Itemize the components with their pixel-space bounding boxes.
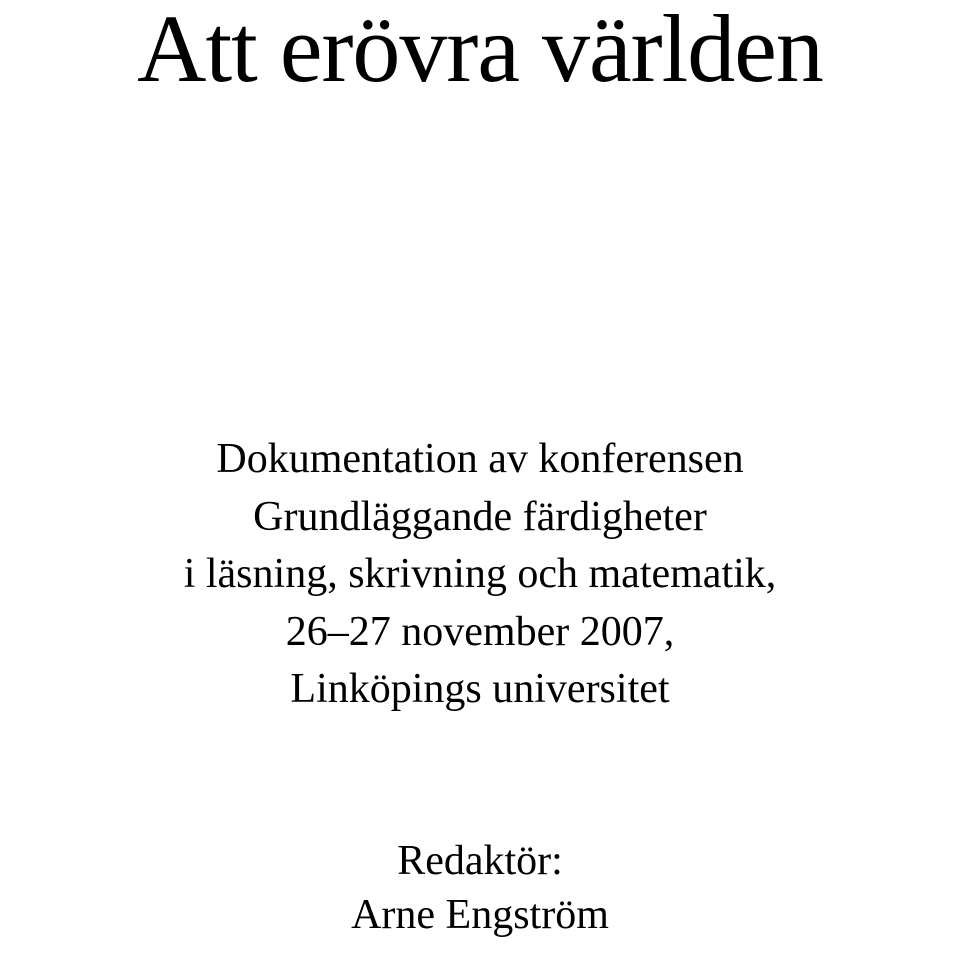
- editor-label: Redaktör:: [397, 838, 563, 884]
- editor-name: Arne Engström: [351, 892, 609, 938]
- subtitle-line: Linköpings universitet: [290, 666, 670, 712]
- subtitle-line: 26–27 november 2007,: [285, 608, 675, 655]
- subtitle-line: Grundläggande färdigheter: [253, 493, 707, 540]
- editor-credit: [0, 834, 960, 942]
- document-title: Att erövra världen: [137, 0, 823, 102]
- conference-description: [0, 431, 960, 719]
- subtitle-line: Dokumentation av konferensen: [216, 436, 744, 482]
- subtitle-line: i läsning, skrivning och matematik,: [183, 551, 777, 597]
